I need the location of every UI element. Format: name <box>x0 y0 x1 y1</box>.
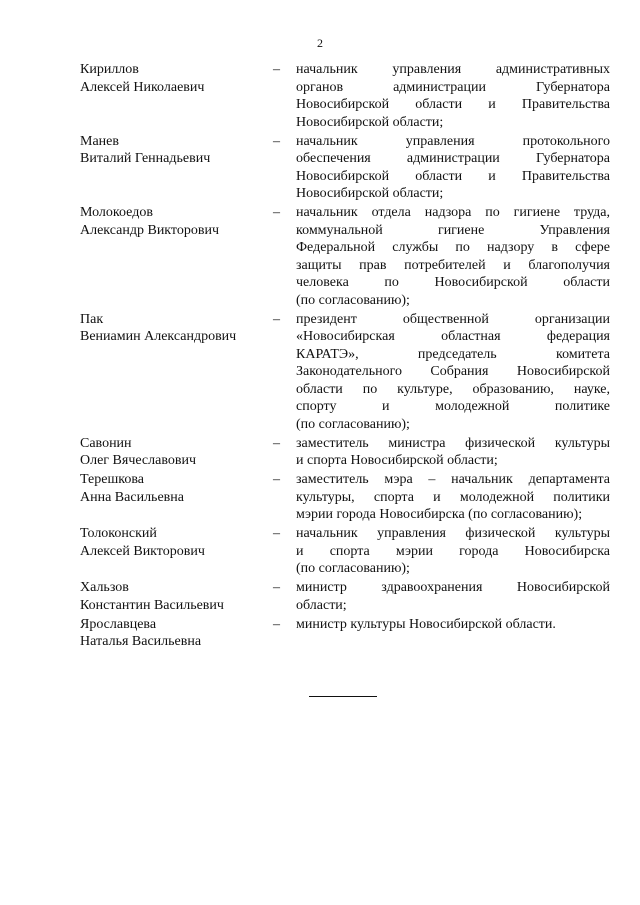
member-role-line: заместитель министра физической культуры <box>296 435 610 451</box>
member-entry <box>80 616 610 651</box>
member-surname: Манев <box>80 133 119 149</box>
member-name <box>80 579 273 614</box>
member-given-names: Алексей Николаевич <box>80 79 205 95</box>
member-role-line: (по согласованию); <box>296 292 410 308</box>
member-role-line: защиты прав потребителей и благополучия <box>296 257 610 273</box>
separator-dash: – <box>273 205 280 220</box>
member-entry <box>80 311 610 434</box>
member-role <box>296 525 610 578</box>
member-entry <box>80 61 610 131</box>
member-role <box>296 579 610 614</box>
member-given-names: Александр Викторович <box>80 222 220 238</box>
member-name <box>80 435 273 470</box>
member-name <box>80 616 273 651</box>
member-entry <box>80 579 610 614</box>
separator-dash: – <box>273 616 280 632</box>
member-surname: Толоконский <box>80 526 157 541</box>
end-of-list-rule <box>309 696 377 697</box>
member-role-line: мэрии города Новосибирска (по согласованию); <box>296 507 583 522</box>
member-role-line: президент общественной организации <box>296 311 610 327</box>
member-given-names: Наталья Васильевна <box>80 634 202 649</box>
member-surname: Хальзов <box>80 580 129 595</box>
member-role-line: культуры, спорта и молодежной политики <box>296 489 610 505</box>
member-surname: Ярославцева <box>80 616 157 632</box>
member-surname: Молокоедов <box>80 205 153 220</box>
member-given-names: Олег Вячеславович <box>80 453 197 468</box>
member-role <box>296 616 610 634</box>
member-given-names: Алексей Викторович <box>80 543 205 559</box>
member-entry <box>80 435 610 470</box>
member-name <box>80 471 273 506</box>
member-role-line: области по культуре, образованию, науке, <box>296 381 610 397</box>
separator-dash: – <box>273 472 280 487</box>
member-name <box>80 525 273 560</box>
member-role-line: КАРАТЭ», председатель комитета <box>296 346 610 362</box>
member-role-line: (по согласованию); <box>296 561 410 576</box>
member-surname: Терешкова <box>80 472 144 487</box>
member-given-names: Виталий Геннадьевич <box>80 151 211 166</box>
member-entry <box>80 204 610 309</box>
member-role-line: заместитель мэра – начальник департамента <box>296 472 610 487</box>
member-role <box>296 311 610 434</box>
member-role-line: начальник управления протокольного <box>296 133 610 149</box>
member-role-line: начальник управления физической культуры <box>296 526 610 541</box>
member-surname: Пак <box>80 311 104 327</box>
member-entry <box>80 471 610 524</box>
member-name <box>80 61 273 96</box>
member-surname: Кириллов <box>80 62 139 77</box>
member-role-line: и спорта Новосибирской области; <box>296 453 498 468</box>
member-role <box>296 471 610 524</box>
member-role-line: и спорта мэрии города Новосибирска <box>296 543 610 559</box>
member-role-line: министр здравоохранения Новосибирской <box>296 580 610 595</box>
member-role-line: Новосибирской области; <box>296 186 444 201</box>
separator-dash: – <box>273 62 280 77</box>
member-role-line: начальник управления административных <box>296 62 610 77</box>
member-list <box>80 61 610 652</box>
separator-dash: – <box>273 580 280 595</box>
member-role-line: начальник отдела надзора по гигиене труда, <box>296 205 610 220</box>
member-role-line: Новосибирской области; <box>296 114 444 130</box>
member-role-line: Федеральной службы по надзору в сфере <box>296 240 610 255</box>
member-entry <box>80 133 610 203</box>
member-entry <box>80 525 610 578</box>
separator-dash: – <box>273 311 280 327</box>
member-role-line: области; <box>296 597 347 613</box>
member-surname: Савонин <box>80 435 132 451</box>
member-given-names: Константин Васильевич <box>80 597 224 613</box>
member-role-line: Новосибирской области и Правительства <box>296 97 610 112</box>
member-role-line: коммунальной гигиене Управления <box>296 222 610 238</box>
member-name <box>80 204 273 239</box>
member-role <box>296 435 610 470</box>
member-given-names: Анна Васильевна <box>80 489 184 505</box>
member-role-line: Законодательного Собрания Новосибирской <box>296 364 610 379</box>
member-name <box>80 133 273 168</box>
separator-dash: – <box>273 133 280 149</box>
member-role-line: спорту и молодежной политике <box>296 399 610 414</box>
member-role-line: человека по Новосибирской области <box>296 275 610 290</box>
member-role-line: обеспечения администрации Губернатора <box>296 151 610 166</box>
member-name <box>80 311 273 346</box>
separator-dash: – <box>273 435 280 451</box>
member-role-line: органов администрации Губернатора <box>296 79 610 95</box>
member-role <box>296 133 610 203</box>
page-number: 2 <box>317 36 323 50</box>
member-role-line: «Новосибирская областная федерация <box>296 329 610 344</box>
member-role <box>296 204 610 309</box>
member-role <box>296 61 610 131</box>
member-given-names: Вениамин Александрович <box>80 329 237 344</box>
member-role-line: министр культуры Новосибирской области. <box>296 616 556 632</box>
separator-dash: – <box>273 526 280 541</box>
member-role-line: (по согласованию); <box>296 416 410 432</box>
member-role-line: Новосибирской области и Правительства <box>296 168 610 184</box>
